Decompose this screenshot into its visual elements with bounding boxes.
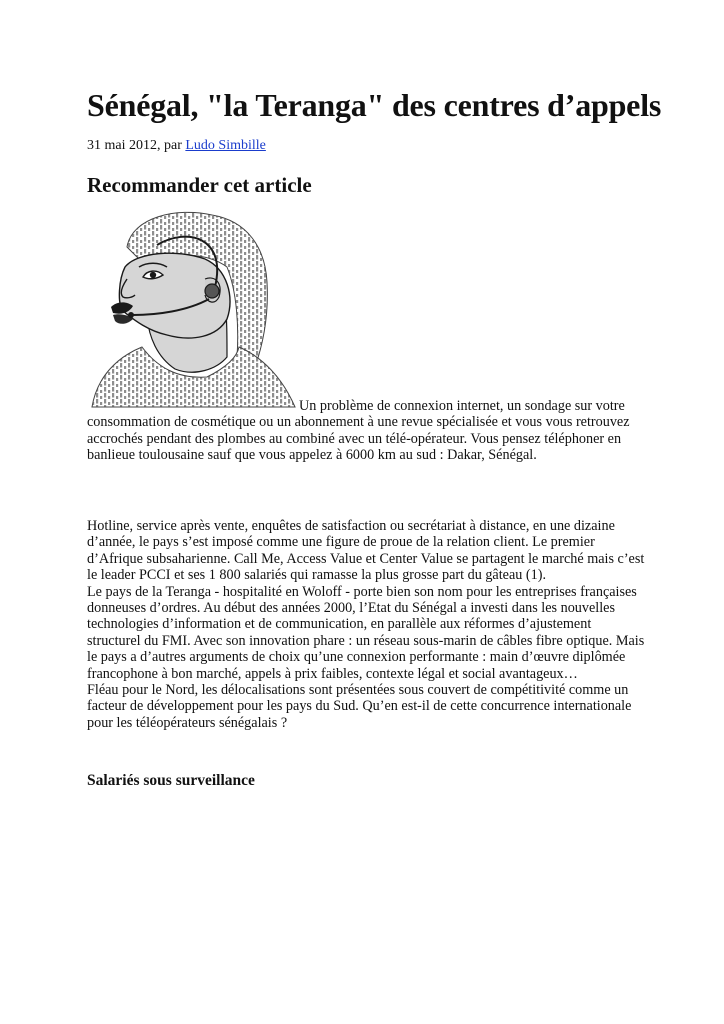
body-paragraph-2: Le pays de la Teranga - hospitalité en Woloff - porte bien son nom pour les entreprises françaises donneuses d’ordres. Au début des années 2000, l’Etat du Sénégal a investi dans les nouvelles technologies d’information et de communication, en parallèle aux réformes d’ajustement structurel du FMI. Avec son innovation phare : un réseau sous-marin de câbles fibre optique. Mais le pays a d’autres arguments de choix qu’une connexion performante : main d’œuvre diplômée francophone à bon marché, appels à prix faibles, contexte légal et social avantageux…	[87, 583, 645, 682]
author-link[interactable]: Ludo Simbille	[185, 138, 266, 153]
intro-paragraph: Un problème de connexion internet, un sondage sur votre consommation de cosmétique ou un abonnement à une revue spécialisée et vous vous retrouvez accrochés pendant des plombes au combiné avec un télé-opérateur. Vous pensez téléphoner en banlieue toulousaine sauf que vous appelez à 6000 km au sud : Dakar, Sénégal.	[87, 398, 630, 464]
byline	[87, 138, 266, 154]
recommend-heading[interactable]: Recommander cet article	[87, 173, 312, 197]
article-date: 31 mai 2012, par	[87, 138, 186, 153]
woman-with-headset-icon	[87, 207, 299, 412]
article-title: Sénégal, "la Teranga" des centres d’appels	[87, 87, 662, 123]
body-paragraph-3: Fléau pour le Nord, les délocalisations sont présentées sous couvert de compétitivité comme un facteur de développement pour les pays du Sud. Qu’en est-il de cette concurrence internationale pour les téléopérateurs sénégalais ?	[87, 682, 632, 731]
section-subheading: Salariés sous surveillance	[87, 772, 255, 789]
body-text	[87, 518, 647, 731]
body-paragraph-1: Hotline, service après vente, enquêtes de satisfaction ou secrétariat à distance, en une dizaine d’année, le pays s’est imposé comme une figure de proue de la relation client. Le premier d’Afrique subsaharienne. Call Me, Access Value et Center Value se partagent le marché mais c’est le leader PCCI et ses 1 800 salariés qui ramasse la plus grosse part du gâteau (1).	[87, 518, 645, 584]
